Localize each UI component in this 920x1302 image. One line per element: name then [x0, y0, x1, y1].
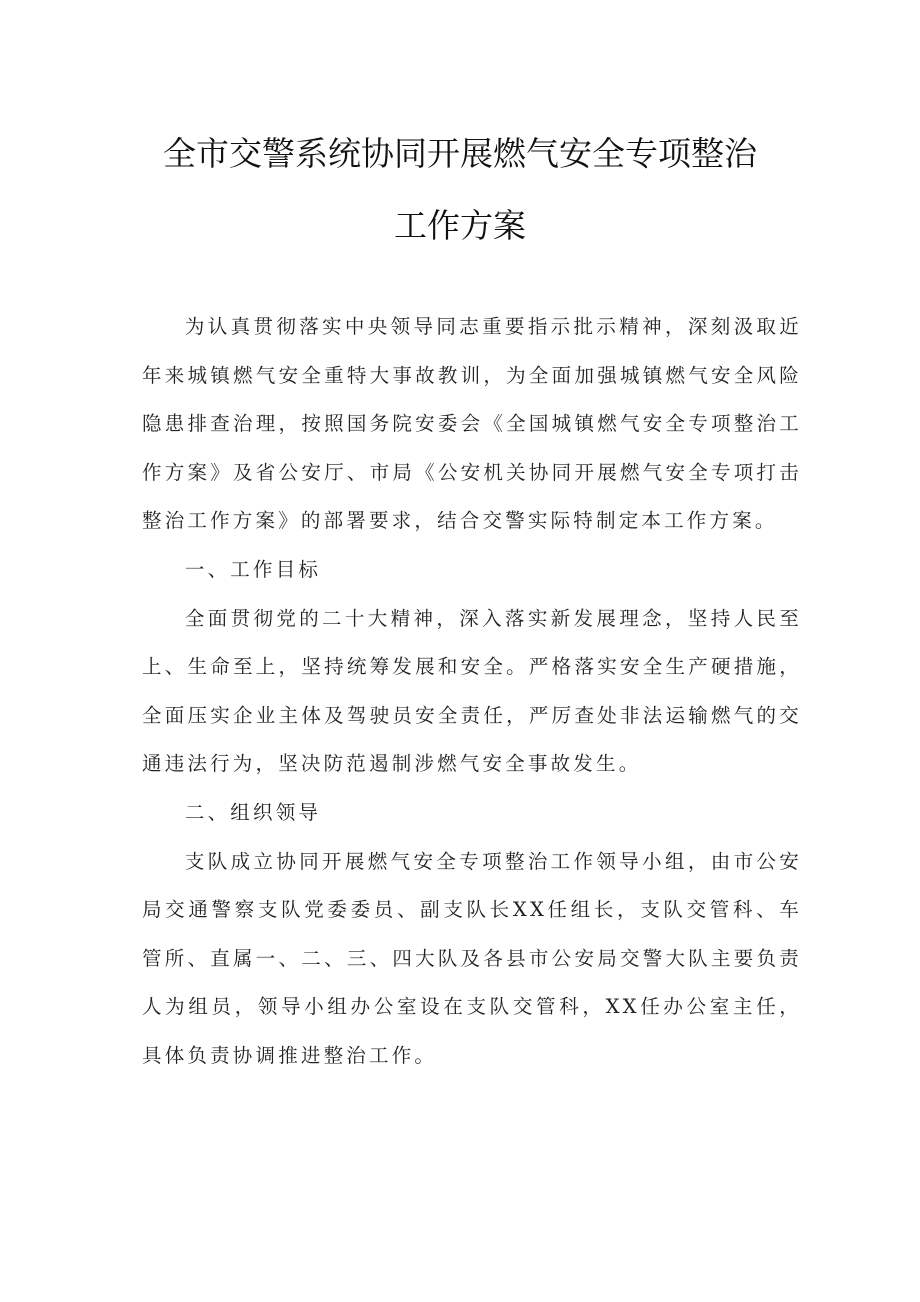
document-body — [142, 303, 802, 1081]
document-title-line-2: 工作方案 — [394, 206, 526, 245]
section-heading-organization: 二、组织领导 — [184, 800, 322, 824]
section-paragraph-goals: 全面贯彻党的二十大精神，深入落实新发展理念，坚持人民至上、生命至上，坚持统筹发展和安全。严格落实安全生产硬措施，全面压实企业主体及驾驶员安全责任，严厉查处非法运输燃气的交通违法行为，坚决防范遏制涉燃气安全事故发生。 — [142, 606, 802, 776]
intro-paragraph: 为认真贯彻落实中央领导同志重要指示批示精神，深刻汲取近年来城镇燃气安全重特大事故教训，为全面加强城镇燃气安全风险隐患排查治理，按照国务院安委会《全国城镇燃气安全专项整治工作方案》及省公安厅、市局《公安机关协同开展燃气安全专项打击整治工作方案》的部署要求，结合交警实际特制定本工作方案。 — [142, 315, 802, 533]
section-paragraph-organization: 支队成立协同开展燃气安全专项整治工作领导小组，由市公安局交通警察支队党委委员、副支队长XX任组长，支队交管科、车管所、直属一、二、三、四大队及各县市公安局交警大队主要负责人为组员，领导小组办公室设在支队交管科，XX任办公室主任，具体负责协调推进整治工作。 — [142, 849, 802, 1067]
section-heading-goals: 一、工作目标 — [184, 557, 322, 581]
document-title-line-1: 全市交警系统协同开展燃气安全专项整治 — [163, 134, 757, 173]
